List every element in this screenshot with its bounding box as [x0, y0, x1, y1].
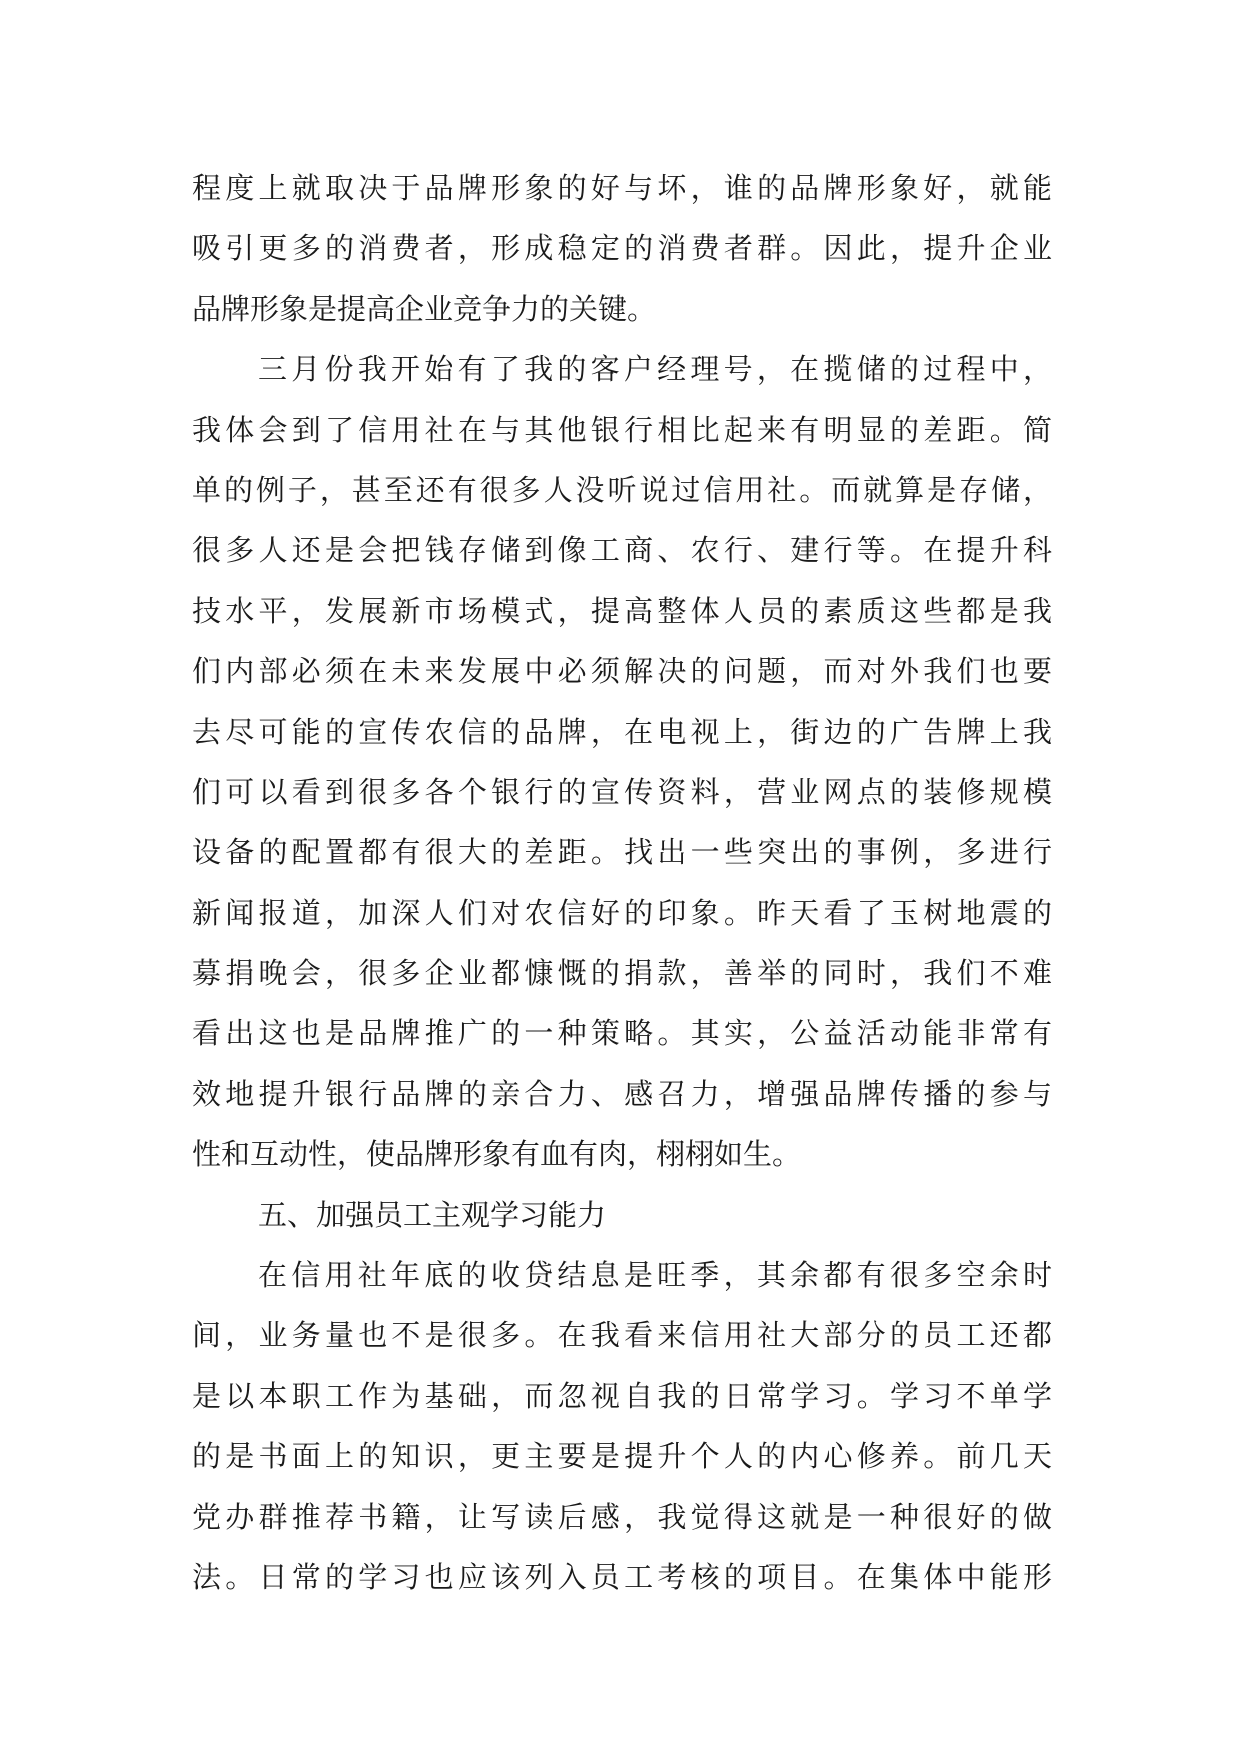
- text-line: 很多人还是会把钱存储到像工商、农行、建行等。在提升科: [192, 533, 1052, 568]
- text-line: 我体会到了信用社在与其他银行相比起来有明显的差距。简: [192, 412, 1052, 447]
- text-line: 看出这也是品牌推广的一种策略。其实，公益活动能非常有: [192, 1016, 1052, 1051]
- text-line: 技水平，发展新市场模式，提高整体人员的素质这些都是我: [192, 593, 1052, 628]
- text-line: 是以本职工作为基础，而忽视自我的日常学习。学习不单学: [192, 1378, 1052, 1413]
- text-line: 们可以看到很多各个银行的宣传资料，营业网点的装修规模: [192, 774, 1052, 809]
- text-line: 募捐晚会，很多企业都慷慨的捐款，善举的同时，我们不难: [192, 956, 1052, 991]
- text-line: 间，业务量也不是很多。在我看来信用社大部分的员工还都: [192, 1318, 1052, 1353]
- text-line: 效地提升银行品牌的亲合力、感召力，增强品牌传播的参与: [192, 1076, 1052, 1111]
- body-text: [192, 158, 1052, 1607]
- text-line: 品牌形象是提高企业竞争力的关键。: [192, 291, 657, 326]
- text-line: 程度上就取决于品牌形象的好与坏，谁的品牌形象好，就能: [192, 171, 1052, 205]
- section-heading: 五、加强员工主观学习能力: [258, 1197, 607, 1232]
- text-line: 党办群推荐书籍，让写读后感，我觉得这就是一种很好的做: [192, 1499, 1052, 1534]
- text-line: 单的例子，甚至还有很多人没听说过信用社。而就算是存储，: [192, 472, 1052, 507]
- text-line: 新闻报道，加深人们对农信好的印象。昨天看了玉树地震的: [192, 895, 1052, 930]
- paragraph-first-line: 在信用社年底的收贷结息是旺季，其余都有很多空余时: [258, 1258, 1052, 1293]
- text-line: 吸引更多的消费者，形成稳定的消费者群。因此，提升企业: [192, 231, 1052, 266]
- paragraph-first-line: 三月份我开始有了我的客户经理号，在揽储的过程中，: [258, 352, 1052, 387]
- text-line: 设备的配置都有很大的差距。找出一些突出的事例，多进行: [192, 835, 1052, 870]
- text-line: 们内部必须在未来发展中必须解决的问题，而对外我们也要: [192, 654, 1052, 689]
- text-line: 法。日常的学习也应该列入员工考核的项目。在集体中能形: [192, 1559, 1052, 1594]
- text-line: 性和互动性，使品牌形象有血有肉，栩栩如生。: [192, 1137, 802, 1172]
- text-line: 去尽可能的宣传农信的品牌，在电视上，街边的广告牌上我: [192, 714, 1052, 749]
- text-line: 的是书面上的知识，更主要是提升个人的内心修养。前几天: [192, 1439, 1052, 1474]
